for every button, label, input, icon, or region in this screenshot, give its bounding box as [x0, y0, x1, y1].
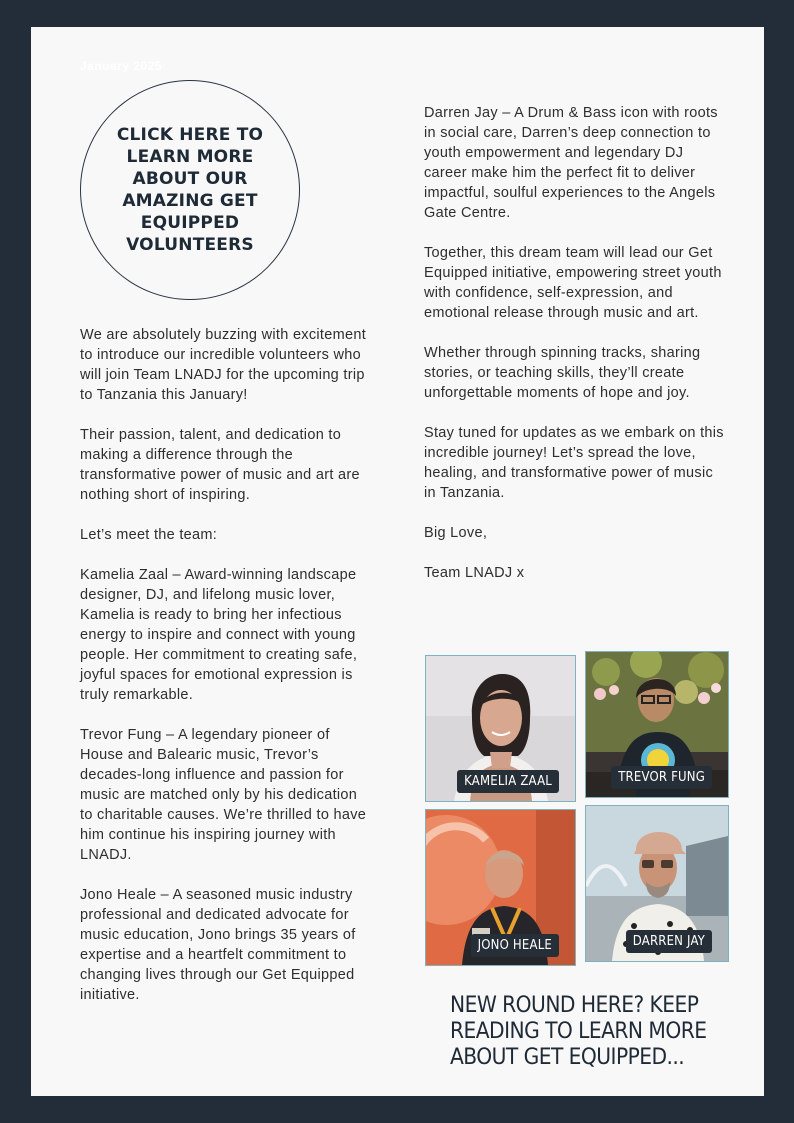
stay-tuned-paragraph: Stay tuned for updates as we embark on this incredible journey! Let’s spread the love, healing, and transformative power of music in Tanzania. [424, 425, 724, 501]
issue-date: January 2025 [80, 59, 163, 73]
meet-team-paragraph: Let’s meet the team: [80, 527, 218, 543]
photo-darren-jay [585, 805, 729, 962]
darren-bio: Darren Jay – A Drum & Bass icon with roots in social care, Darren’s deep connection to youth empowerment and legendary DJ career make him the perfect fit to deliver impactful, soulful experiences to the Angels Gate Centre. [424, 105, 718, 221]
photo-name-tag: KAMELIA ZAAL [457, 770, 559, 793]
photo-name-tag: TREVOR FUNG [611, 766, 712, 789]
volunteers-circle-link[interactable] [80, 80, 300, 300]
intro-paragraph: We are absolutely buzzing with excitement to introduce our incredible volunteers who will join Team LNADJ for the upcoming trip to Tanzania this January! [80, 327, 367, 403]
trevor-bio: Trevor Fung – A legendary pioneer of House and Balearic music, Trevor’s decades-long influence and passion for music are matched only by his dedication to charitable causes. We’re thrilled to have him continue his inspiring journey with LNADJ. [80, 727, 367, 863]
photo-name-tag: JONO HEALE [471, 934, 559, 957]
left-column [80, 325, 370, 1025]
photo-kamelia-zaal [425, 655, 576, 802]
jono-bio: Jono Heale – A seasoned music industry professional and dedicated advocate for music education, Jono brings 35 years of expertise and a heartfelt commitment to changing lives through our Get Equipped initiative. [80, 887, 356, 1003]
signature: Team LNADJ x [424, 565, 525, 581]
circle-link-label: CLICK HERE TO LEARN MORE ABOUT OUR AMAZING GET EQUIPPED VOLUNTEERS [116, 125, 264, 255]
newsletter-page [31, 27, 764, 1096]
whether-paragraph: Whether through spinning tracks, sharing stories, or teaching skills, they’ll create unforgettable moments of hope and joy. [424, 345, 701, 401]
sign-off: Big Love, [424, 525, 488, 541]
kamelia-bio: Kamelia Zaal – Award-winning landscape designer, DJ, and lifelong music lover, Kamelia is ready to bring her infectious energy to inspire and connect with young people. Her commitment to creating safe, joyful spaces for emotional expression is truly remarkable. [80, 567, 358, 703]
photo-trevor-fung [585, 651, 729, 798]
photo-name-tag: DARREN JAY [626, 930, 712, 953]
right-column [424, 103, 724, 603]
keep-reading-link[interactable]: NEW ROUND HERE? KEEP READING TO LEARN MORE ABOUT GET EQUIPPED... [450, 993, 707, 1070]
passion-paragraph: Their passion, talent, and dedication to making a difference through the transformative power of music and art are nothing short of inspiring. [80, 427, 360, 503]
together-paragraph: Together, this dream team will lead our Get Equipped initiative, empowering street youth with confidence, self-expression, and emotional release through music and art. [424, 245, 722, 321]
photo-jono-heale [425, 809, 576, 966]
